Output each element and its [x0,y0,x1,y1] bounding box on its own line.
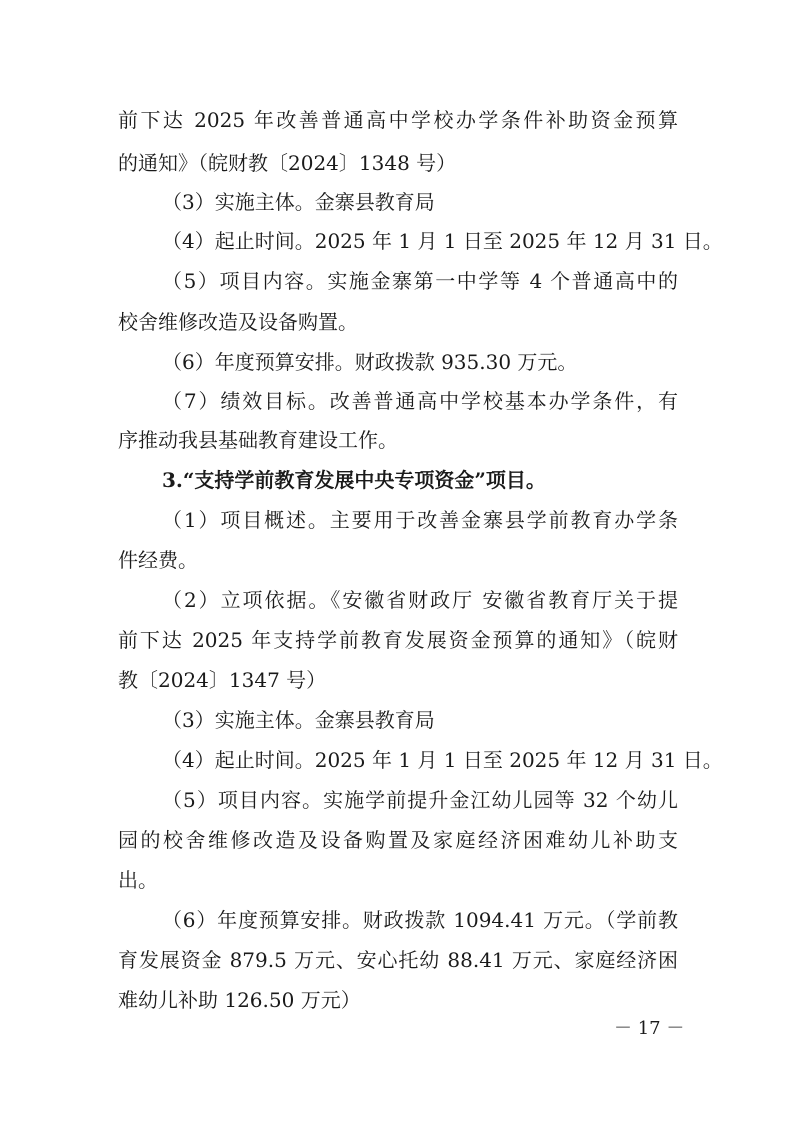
text-line-4: （4）起止时间。2025 年 1 月 1 日至 2025 年 12 月 31 日。 [162,229,723,253]
text-line-16: （3）实施主体。金寨县教育局 [162,708,435,732]
text-line-11: （1）项目概述。主要用于改善金寨县学前教育办学条 [162,508,678,532]
text-line-19: 园的校舍维修改造及设备购置及家庭经济困难幼儿补助支 [118,828,678,852]
text-line-6: 校舍维修改造及设备购置。 [118,310,358,334]
text-line-3: （3）实施主体。金寨县教育局 [162,190,435,214]
text-line-9: 序推动我县基础教育建设工作。 [118,428,398,452]
text-line-7: （6）年度预算安排。财政拨款 935.30 万元。 [162,350,578,374]
text-line-5: （5）项目内容。实施金寨第一中学等 4 个普通高中的 [162,269,678,293]
text-line-22: 育发展资金 879.5 万元、安心托幼 88.41 万元、家庭经济困 [118,948,678,972]
text-line-14: 前下达 2025 年支持学前教育发展资金预算的通知》（皖财 [118,628,678,652]
text-line-15: 教〔2024〕1347 号） [118,668,327,692]
text-line-12: 件经费。 [118,548,198,572]
text-line-8: （7）绩效目标。改善普通高中学校基本办学条件，有 [162,389,678,413]
text-line-1: 前下达 2025 年改善普通高中学校办学条件补助资金预算 [118,108,678,132]
section-heading: 3.“支持学前教育发展中央专项资金”项目。 [162,468,546,492]
text-line-2: 的通知》（皖财教〔2024〕1348 号） [118,151,457,175]
text-line-21: （6）年度预算安排。财政拨款 1094.41 万元。（学前教 [162,908,678,932]
text-line-20: 出。 [118,868,158,892]
text-line-18: （5）项目内容。实施学前提升金江幼儿园等 32 个幼儿 [162,788,678,812]
page-number: － 17 － [614,1018,685,1039]
text-line-23: 难幼儿补助 126.50 万元） [118,988,361,1012]
text-line-13: （2）立项依据。《安徽省财政厅 安徽省教育厅关于提 [162,588,678,612]
text-line-17: （4）起止时间。2025 年 1 月 1 日至 2025 年 12 月 31 日。 [162,748,723,772]
